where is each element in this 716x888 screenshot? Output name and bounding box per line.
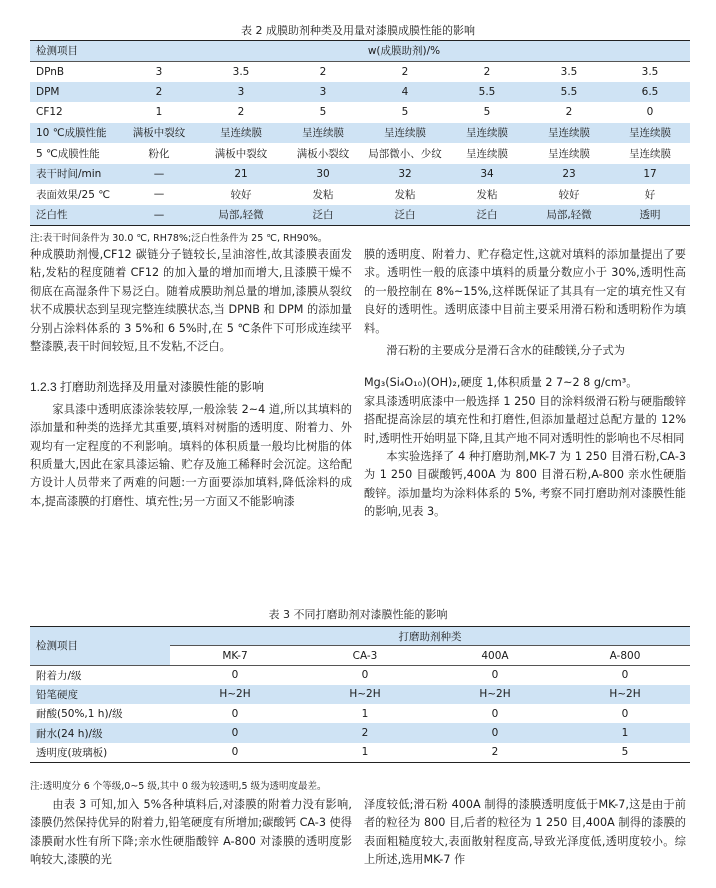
table3-type-header: MK-7	[170, 646, 300, 665]
table-cell: 泛白	[364, 205, 446, 226]
table3-header-item: 检测项目	[30, 627, 170, 666]
table-row	[30, 665, 690, 684]
table-cell: 0	[231, 707, 239, 720]
table2-caption: 表 2 成膜助剂种类及用量对漆膜成膜性能的影响	[241, 24, 475, 37]
table-row	[30, 164, 690, 185]
table-cell: 0	[621, 707, 629, 720]
bottom-right-paragraph: 泽度较低;滑石粉 400A 制得的漆膜透明度低于MK-7,这是由于前者的粒径为 800 目,后者的粒径为 1 250 目,400A 制得的漆膜的表面粗糙度较大,表面散射程度高,导致光泽度低,透明度较小。综上所述,选用MK-7 作	[364, 798, 686, 867]
table-cell: 泛白	[446, 205, 528, 226]
table-cell: 4	[364, 82, 446, 103]
table-cell: 3	[155, 65, 163, 78]
table-cell: 1	[155, 106, 163, 119]
table-cell: 发粘	[476, 188, 498, 201]
table-cell: 2	[483, 65, 491, 78]
table-cell: 0	[491, 707, 499, 720]
table-cell: 呈连续膜	[282, 123, 364, 144]
table-cell: 0	[491, 669, 499, 682]
table3-type-header: 400A	[430, 646, 560, 665]
right-paragraph-4: 本实验选择了 4 种打磨助剂,MK-7 为 1 250 目滑石粉,CA-3 为 1 250 目碳酸钙,400A 为 800 目滑石粉,A-800 亲水性硬脂酸锌。添加量均为涂料体系的 5%, 考察不同打磨助剂对漆膜性能的影响,见表 3。	[364, 450, 686, 519]
table-cell: 1	[361, 707, 369, 720]
table-cell: 30	[282, 164, 364, 185]
table-cell: 满板中裂纹	[118, 123, 200, 144]
table-cell: 21	[200, 164, 282, 185]
table-cell: 0	[170, 723, 300, 742]
table-cell: 粉化	[148, 147, 170, 160]
row-label: 10 ℃成膜性能	[30, 123, 118, 144]
table-cell: 好	[644, 188, 656, 201]
table-cell: 5.5	[446, 82, 528, 103]
row-label: 附着力/级	[36, 669, 82, 682]
table-cell: H~2H	[170, 685, 300, 704]
table-cell: 5.5	[528, 82, 610, 103]
table-cell: 1	[560, 723, 690, 742]
table-cell: 呈连续膜	[364, 123, 446, 144]
right-paragraph-2: 滑石粉的主要成分是滑石含水的硅酸镁,分子式为	[386, 344, 625, 358]
table-cell: 1	[300, 743, 430, 762]
table-cell: 0	[430, 723, 560, 742]
left-paragraph-1: 种成膜助剂慢,CF12 碳链分子链较长,呈油溶性,故其漆膜表面发粘,发粘的程度随着 CF12 的加入量的增加而增大,且漆膜干燥不彻底在高湿条件下易泛白。随着成膜助剂总量的增加,漆膜从裂纹状不成膜状态到呈现完整连续膜状态,当 DPNB 和 DPM 的添加量分别占涂料体系的 3 5%和 6 5%时,在 5 ℃条件下可形成连续平整漆膜,表干时间较短,且不发粘,不泛白。	[30, 248, 352, 354]
table-cell: 2	[118, 82, 200, 103]
table-row	[30, 82, 690, 103]
row-label: CF12	[36, 106, 63, 119]
table-cell: 17	[610, 164, 690, 185]
table3-caption: 表 3 不同打磨助剂对漆膜性能的影响	[268, 608, 448, 621]
table-cell: —	[153, 188, 165, 201]
table-cell: 发粘	[394, 188, 416, 201]
table-cell: 发粘	[312, 188, 334, 201]
row-label: 耐水(24 h)/级	[30, 723, 170, 742]
right-formula: Mg₃(Si₄O₁₀)(OH)₂,硬度 1,体积质量 2 7~2 8 g/cm³。	[364, 376, 638, 390]
table-cell: 5	[401, 106, 409, 119]
right-paragraph-3: 家具漆透明底漆中一般选择 1 250 目的涂料级滑石粉与硬脂酸锌搭配提高涂层的填充性和打磨性,但添加量超过总配方量的 12%时,透明性开始明显下降,且其产地不同对透明性的影响也不尽相同	[364, 394, 686, 445]
table-cell: 较好	[230, 188, 252, 201]
table-cell: 5	[319, 106, 327, 119]
table2	[30, 40, 690, 226]
table-cell: 3.5	[232, 65, 250, 78]
table2-header-group: w(成膜助剂)/%	[118, 41, 690, 62]
row-label: DPnB	[36, 65, 65, 78]
table-cell: 局部,轻微	[200, 205, 282, 226]
table3	[30, 626, 690, 763]
table-row	[30, 704, 690, 723]
table-cell: 2	[300, 723, 430, 742]
table-cell: —	[118, 205, 200, 226]
table-cell: 呈连续膜	[610, 123, 690, 144]
table-cell: —	[118, 164, 200, 185]
table-cell: 呈连续膜	[629, 147, 671, 160]
table-cell: H~2H	[430, 685, 560, 704]
section-heading: 1.2.3 打磨助剂选择及用量对漆膜性能的影响	[30, 380, 265, 395]
table-cell: 泛白	[282, 205, 364, 226]
table-cell: 2	[319, 65, 327, 78]
table-cell: 满板中裂纹	[214, 147, 268, 160]
row-label: 耐酸(50%,1 h)/级	[36, 708, 123, 721]
table3-type-header: CA-3	[300, 646, 430, 665]
table-cell: 32	[364, 164, 446, 185]
table-row	[30, 102, 690, 123]
row-label: 透明度(玻璃板)	[30, 743, 170, 762]
table-cell: 2	[565, 106, 573, 119]
table-cell: 0	[621, 669, 629, 682]
table-cell: 0	[170, 743, 300, 762]
table-cell: 6.5	[610, 82, 690, 103]
row-label: 表干时间/min	[30, 164, 118, 185]
table-cell: 5	[560, 743, 690, 762]
row-label: 铅笔硬度	[30, 685, 170, 704]
left-paragraph-2: 家具漆中透明底漆涂装较厚,一般涂装 2~4 道,所以其填料的添加量和种类的选择尤其重要,填料对树脂的透明度、附着力、外观均有一定程度的不利影响。填料的体积质量一般均比树脂的体积质量大,因此在家具漆运输、贮存及施工稀释时会沉淀。这给配方设计人员带来了两难的问题:一方面要添加填料,降低涂料的成本,提高漆膜的打磨性、填充性;另一方面又不能影响漆	[30, 402, 352, 508]
row-label: 表面效果/25 ℃	[36, 188, 111, 201]
table-cell: 0	[646, 106, 654, 119]
table-cell: 3	[200, 82, 282, 103]
table3-header-row	[30, 627, 690, 646]
table-cell: 3.5	[560, 65, 578, 78]
table3-note: 注:透明度分 6 个等级,0~5 级,其中 0 级为较透明,5 级为透明度最差。	[30, 781, 327, 792]
table-cell: 局部微小、少纹	[368, 147, 442, 160]
table-cell: H~2H	[300, 685, 430, 704]
table-cell: 呈连续膜	[548, 147, 590, 160]
table2-header-item: 检测项目	[30, 41, 118, 62]
table2-header-row	[30, 41, 690, 62]
table-cell: H~2H	[560, 685, 690, 704]
table-cell: 呈连续膜	[528, 123, 610, 144]
table-cell: 呈连续膜	[466, 147, 508, 160]
table-cell: 3	[282, 82, 364, 103]
table3-header-group: 打磨助剂种类	[170, 627, 690, 646]
table-cell: 3.5	[641, 65, 659, 78]
table-row	[30, 123, 690, 144]
table-cell: 0	[231, 669, 239, 682]
table-cell: 2	[401, 65, 409, 78]
table-cell: 透明	[610, 205, 690, 226]
table-cell: 5	[483, 106, 491, 119]
table-row	[30, 143, 690, 164]
row-label: 5 ℃成膜性能	[36, 147, 100, 160]
table-row	[30, 723, 690, 742]
table3-type-header: A-800	[560, 646, 690, 665]
table-cell: 2	[430, 743, 560, 762]
table-cell: 0	[361, 669, 369, 682]
table-cell: 呈连续膜	[200, 123, 282, 144]
table-row	[30, 61, 690, 82]
table2-note: 注:表干时间条件为 30.0 ℃, RH78%;泛白性条件为 25 ℃, RH90%。	[30, 233, 328, 244]
table-cell: 局部,轻微	[528, 205, 610, 226]
table-row	[30, 184, 690, 205]
table-cell: 满板小裂纹	[296, 147, 350, 160]
left-column	[30, 246, 352, 511]
row-label: 泛白性	[30, 205, 118, 226]
table-row	[30, 743, 690, 762]
table-cell: 23	[528, 164, 610, 185]
table-cell: 较好	[558, 188, 580, 201]
table-row	[30, 205, 690, 226]
table-cell: 呈连续膜	[446, 123, 528, 144]
bottom-left-paragraph: 由表 3 可知,加入 5%各种填料后,对漆膜的附着力没有影响,漆膜仍然保持优异的附着力,铅笔硬度有所增加;碳酸钙 CA-3 使得漆膜耐水性有所下降;亲水性硬脂酸锌 A-800 对漆膜的透明度影响较大,漆膜的光	[30, 798, 352, 867]
right-paragraph-1: 膜的透明度、附着力、贮存稳定性,这就对填料的添加量提出了要求。透明性一般的底漆中填料的质量分数应小于 30%,透明性高的一般控制在 8%~15%,这样既保证了其具有一定的填充性又有良好的透明性。透明底漆中目前主要采用滑石粉和透明粉作为填料。	[364, 248, 686, 335]
table-cell: 2	[237, 106, 245, 119]
right-column	[364, 246, 686, 522]
table-cell: 34	[446, 164, 528, 185]
table-row	[30, 685, 690, 704]
row-label: DPM	[30, 82, 118, 103]
